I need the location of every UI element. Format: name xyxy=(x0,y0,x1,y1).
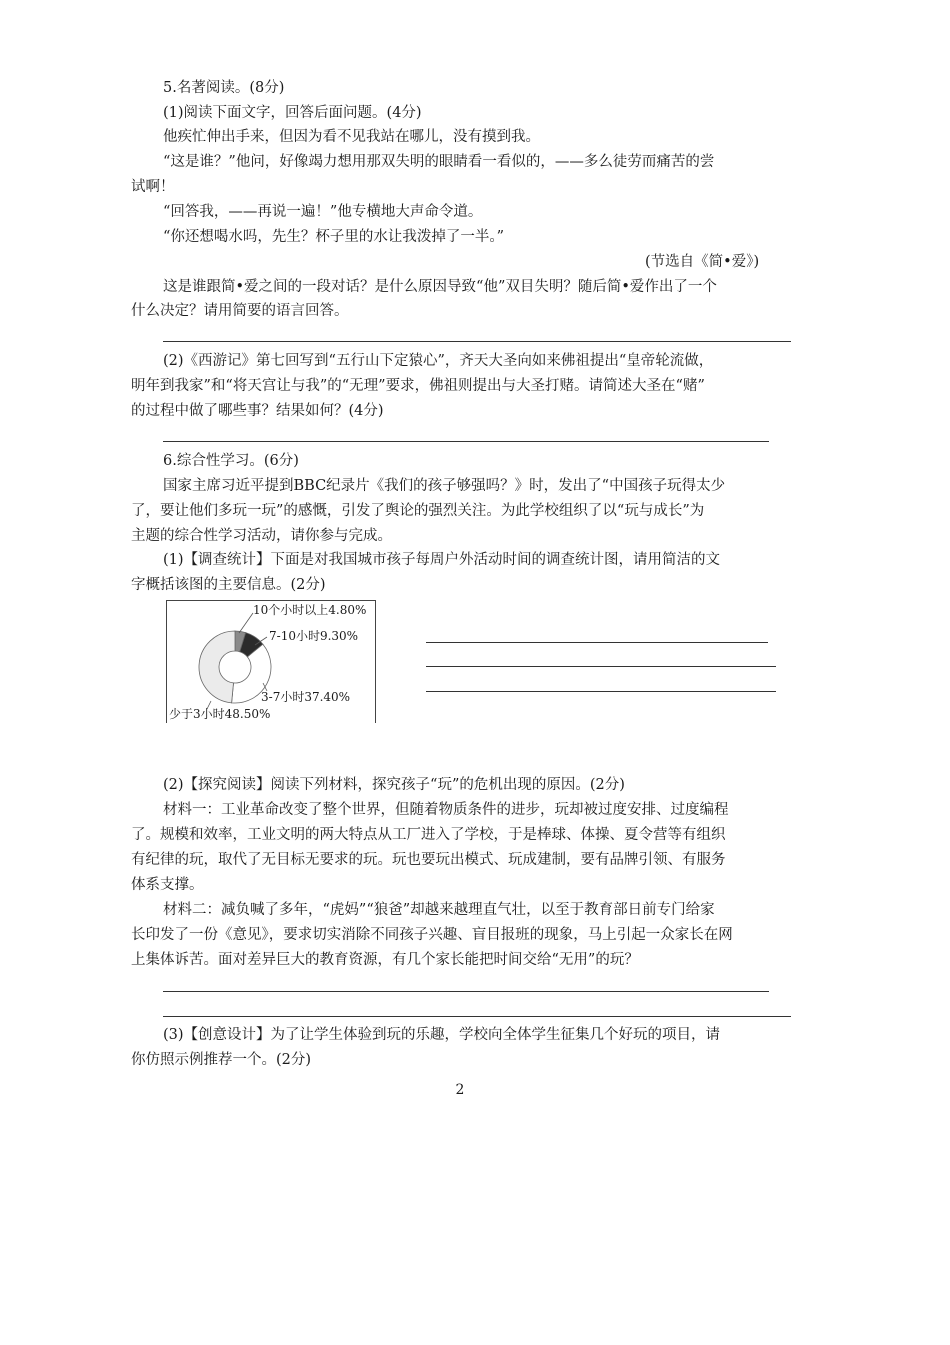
leader-line xyxy=(239,613,253,633)
material1-line: 材料一：工业革命改变了整个世界，但随着物质条件的进步，玩却被过度安排、过度编程 xyxy=(163,802,729,818)
q5-source: (节选自《简•爱》) xyxy=(645,254,760,270)
q6-part3-line: 你仿照示例推荐一个。(2分) xyxy=(131,1052,312,1068)
answer-line[interactable] xyxy=(426,691,776,692)
material2-line: 长印发了一份《意见》，要求切实消除不同孩子兴趣、盲目报班的现象，马上引起一众家长在网 xyxy=(131,927,733,943)
material1-line: 了。规模和效率，工业文明的两大特点从工厂进入了学校，于是棒球、体操、夏令营等有组织 xyxy=(131,827,726,843)
q6-intro-line: 了，要让他们多玩一玩”的感慨，引发了舆论的强烈关注。为此学校组织了以“玩与成长”为 xyxy=(131,503,705,519)
q6-part3-line: (3)【创意设计】为了让学生体验到玩的乐趣，学校向全体学生征集几个好玩的项目，请 xyxy=(163,1027,721,1043)
q6-intro-line: 主题的综合性学习活动，请你参与完成。 xyxy=(131,528,392,544)
q6-part1-line: 字概括该图的主要信息。(2分) xyxy=(131,577,326,593)
q5-title: 5.名著阅读。(8分) xyxy=(163,80,285,96)
q5-question2-line: (2)《西游记》第七回写到“五行山下定猿心”，齐天大圣向如来佛祖提出“皇帝轮流做， xyxy=(163,353,714,369)
q5-passage-line: “你还想喝水吗，先生？杯子里的水让我泼掉了一半。” xyxy=(163,229,505,245)
q5-question2-line: 的过程中做了哪些事？结果如何？(4分) xyxy=(131,403,384,419)
slice-label: 3-7小时37.40% xyxy=(261,690,351,704)
material2-line: 上集体诉苦。面对差异巨大的教育资源，有几个家长能把时间交给“无用”的玩？ xyxy=(131,952,639,968)
q5-part1-heading: (1)阅读下面文字，回答后面问题。(4分) xyxy=(163,105,422,121)
answer-line[interactable] xyxy=(426,666,776,667)
q6-part2-heading: (2)【探究阅读】阅读下列材料，探究孩子“玩”的危机出现的原因。(2分) xyxy=(163,777,625,793)
donut-slice xyxy=(199,631,235,703)
page-number: 2 xyxy=(455,1082,465,1098)
q5-question1-line: 这是谁跟简•爱之间的一段对话？是什么原因导致“他”双目失明？随后简•爱作出了一个 xyxy=(163,279,717,295)
q5-question2-line: 明年到我家”和“将天宫让与我”的“无理”要求，佛祖则提出与大圣打赌。请简述大圣在“赌” xyxy=(131,378,705,394)
q6-title: 6.综合性学习。(6分) xyxy=(163,453,299,469)
answer-line[interactable] xyxy=(426,642,768,643)
donut-chart-svg xyxy=(167,601,375,723)
q5-passage-line: “回答我，——再说一遍！”他专横地大声命令道。 xyxy=(163,204,483,220)
q5-passage-line: 试啊！ xyxy=(131,179,175,195)
slice-label: 少于3小时48.50% xyxy=(169,707,271,721)
material1-line: 有纪律的玩，取代了无目标无要求的玩。玩也要玩出模式、玩成建制，要有品牌引领、有服务 xyxy=(131,852,726,868)
slice-label: 10个小时以上4.80% xyxy=(253,603,367,617)
q5-passage-line: 他疾忙伸出手来，但因为看不见我站在哪儿，没有摸到我。 xyxy=(163,129,540,145)
answer-line[interactable] xyxy=(163,441,769,442)
answer-line[interactable] xyxy=(163,991,769,992)
material2-line: 材料二：减负喊了多年，“虎妈”“狼爸”却越来越理直气壮，以至于教育部日前专门给家 xyxy=(163,902,715,918)
donut-chart xyxy=(166,600,376,723)
q5-question1-line: 什么决定？请用简要的语言回答。 xyxy=(131,303,349,319)
answer-line[interactable] xyxy=(163,1016,791,1017)
q6-intro-line: 国家主席习近平提到BBC纪录片《我们的孩子够强吗？》时，发出了“中国孩子玩得太少 xyxy=(163,478,726,494)
q5-passage-line: “这是谁？”他问，好像竭力想用那双失明的眼睛看一看似的，——多么徒劳而痛苦的尝 xyxy=(163,154,715,170)
material1-line: 体系支撑。 xyxy=(131,877,204,893)
slice-label: 7-10小时9.30% xyxy=(269,629,359,643)
q6-part1-line: (1)【调查统计】下面是对我国城市孩子每周户外活动时间的调查统计图，请用简洁的文 xyxy=(163,552,721,568)
answer-line[interactable] xyxy=(163,341,791,342)
